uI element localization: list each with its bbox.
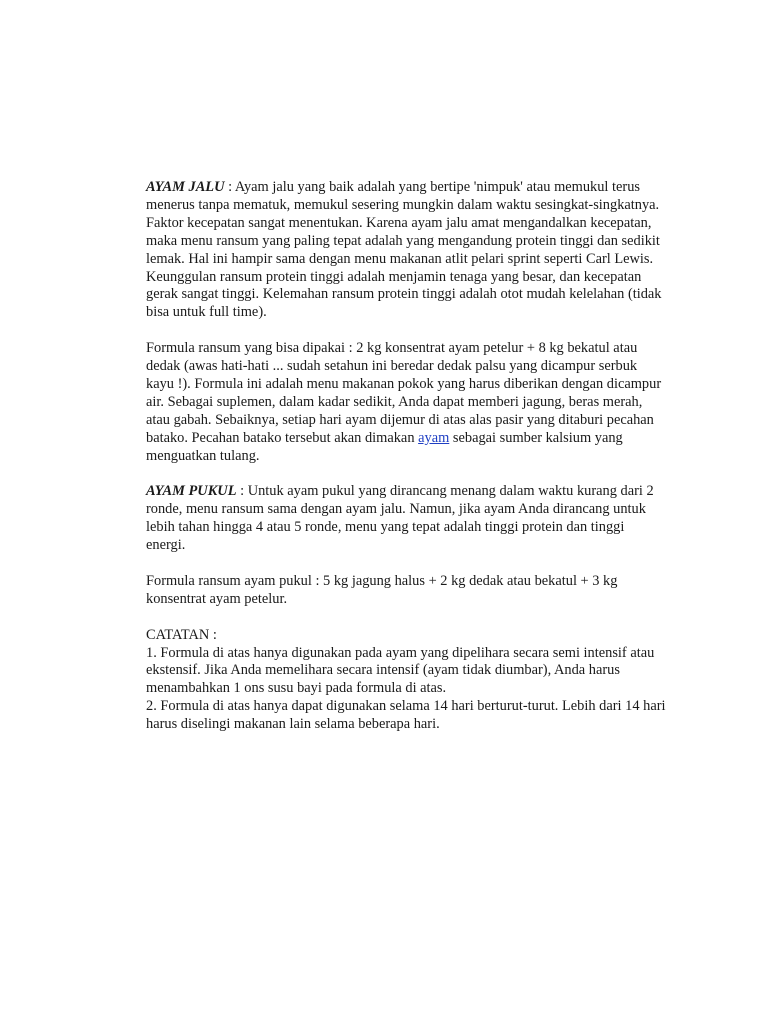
formula-jalu-text: Formula ransum yang bisa dipakai : 2 kg konsentrat ayam petelur + 8 kg bekatul atau dedak (awas hati-hati ... sudah setahun ini beredar dedak palsu yang dicampur serbuk kayu !). Formula ini adalah menu makanan pokok yang harus diberikan dengan dicampur air. Sebagai suplemen, dalam kadar sedikit, Anda dapat memberi jagung, beras merah, atau gabah. Sebaiknya, setiap hari ayam dijemur di atas alas pasir yang ditaburi pecahan batako. Pecahan batako tersebut akan dimakan bbox=[146, 340, 662, 446]
catatan-heading: CATATAN : bbox=[146, 626, 217, 643]
formula-pukul-paragraph: Formula ransum ayam pukul : 5 kg jagung halus + 2 kg dedak atau bekatul + 3 kg konsentrat ayam petelur. bbox=[146, 572, 618, 607]
ayam-jalu-text: Ayam jalu yang baik adalah yang bertipe 'nimpuk' atau memukul terus menerus tanpa mematuk, memukul sesering mungkin dalam waktu sesingkat-singkatnya. Faktor kecepatan sangat menentukan. Karena ayam jalu amat mengandalkan kecepatan, maka menu ransum yang paling tepat adalah yang mengandung protein tinggi dan sedikit lemak. Hal ini hampir sama dengan menu makanan atlit pelari sprint seperti Carl Lewis. Keunggulan ransum protein tinggi adalah menjamin tenaga yang besar, dan kecepatan gerak sangat tinggi. Kelemahan ransum protein tinggi adalah otot mudah kelelahan (tidak bisa untuk full time). bbox=[146, 179, 662, 321]
ayam-pukul-separator: : bbox=[236, 483, 248, 500]
ayam-pukul-paragraph bbox=[146, 483, 666, 555]
catatan-section bbox=[146, 627, 666, 734]
document-body bbox=[146, 179, 666, 734]
formula-jalu-paragraph bbox=[146, 340, 666, 465]
formula-jalu-text-after-link: sebagai sumber kalsium yang menguatkan tulang. bbox=[146, 429, 623, 464]
ayam-jalu-paragraph bbox=[146, 179, 666, 322]
ayam-pukul-term: AYAM PUKUL bbox=[146, 483, 237, 500]
ayam-link[interactable]: ayam bbox=[418, 429, 450, 446]
ayam-pukul-text: Untuk ayam pukul yang dirancang menang dalam waktu kurang dari 2 ronde, menu ransum sama dengan ayam jalu. Namun, jika ayam Anda dirancang untuk lebih tahan hingga 4 atau 5 ronde, menu yang tepat adalah tinggi protein dan tinggi energi. bbox=[146, 483, 654, 554]
catatan-note-2: 2. Formula di atas hanya dapat digunakan selama 14 hari berturut-turut. Lebih dari 14 hari harus diselingi makanan lain selama beberapa hari. bbox=[146, 698, 666, 733]
ayam-jalu-separator: : bbox=[224, 179, 235, 195]
ayam-jalu-term: AYAM JALU bbox=[146, 179, 225, 195]
catatan-note-1: 1. Formula di atas hanya digunakan pada ayam yang dipelihara secara semi intensif atau ekstensif. Jika Anda memelihara secara intensif (ayam tidak diumbar), Anda harus menambahkan 1 ons susu bayi pada formula di atas. bbox=[146, 644, 655, 697]
